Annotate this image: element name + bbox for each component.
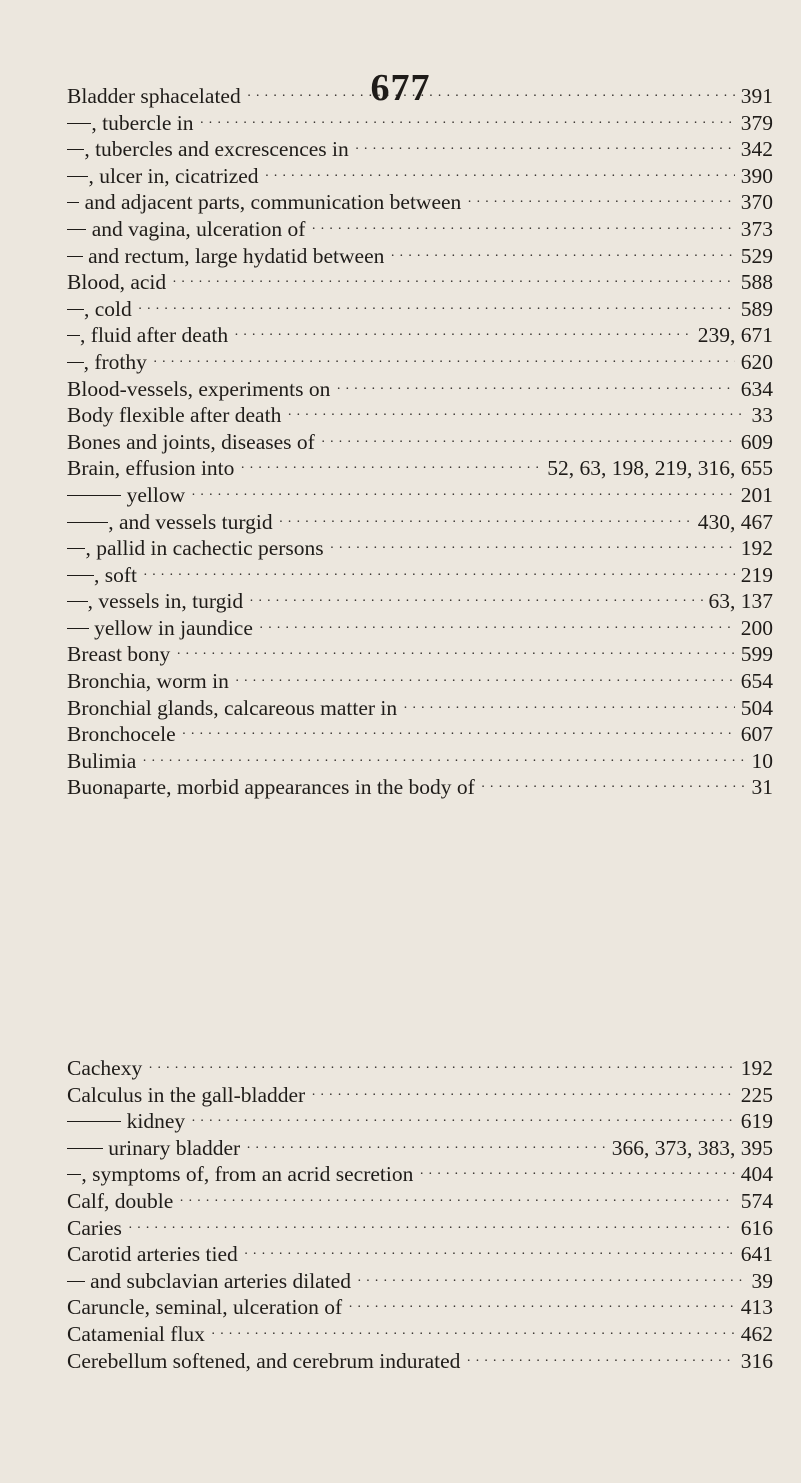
dot-leader (249, 594, 702, 610)
index-entry (67, 456, 773, 483)
entry-label: Bladder sphacelated (67, 84, 241, 108)
index-entry (67, 270, 773, 297)
entry-pages: 529 (740, 243, 773, 268)
entry-label: Buonaparte, morbid appearances in the body of (67, 775, 475, 800)
index-entry (67, 510, 773, 537)
index-entry (67, 1162, 773, 1189)
ditto-dash (67, 1148, 103, 1149)
entry-pages: 404 (740, 1162, 773, 1187)
entry-label: and vagina, ulceration of (86, 216, 306, 241)
entry-pages: 219 (740, 562, 773, 587)
index-entry (67, 589, 773, 616)
ditto-dash (67, 335, 80, 336)
ditto-dash (67, 176, 88, 177)
ditto-dash (67, 149, 84, 150)
entry-pages: 63, 137 (708, 589, 773, 614)
dot-leader (481, 780, 746, 796)
dot-leader (142, 754, 745, 770)
entry-label: Calculus in the gall-bladder (67, 1082, 306, 1107)
index-entry (67, 217, 773, 244)
index-entry (67, 1216, 773, 1243)
entry-label: Calf, double (67, 1188, 174, 1213)
entry-pages: 589 (740, 296, 773, 321)
dot-leader (311, 1088, 735, 1104)
index-entry (67, 1295, 773, 1322)
index-entry (67, 483, 773, 510)
index-entry (67, 775, 773, 802)
entry-pages: 10 (751, 748, 773, 773)
index-entry (67, 244, 773, 271)
dot-leader (287, 408, 745, 424)
dot-leader (235, 674, 735, 690)
entry-label: Caruncle, seminal, ulceration of (67, 1295, 343, 1320)
entry-label: and rectum, large hydatid between (82, 243, 385, 268)
entry-pages: 225 (740, 1082, 773, 1107)
entry-pages: 33 (751, 403, 773, 428)
entry-label: , pallid in cachectic persons (85, 536, 324, 561)
entry-pages: 607 (740, 722, 773, 747)
entry-pages: 192 (740, 1056, 773, 1080)
page-number: 677 (370, 67, 431, 109)
index-entry (67, 616, 773, 643)
entry-pages: 634 (740, 376, 773, 401)
index-entry (67, 722, 773, 749)
entry-label: , fluid after death (80, 323, 229, 348)
entry-label: Carotid arteries tied (67, 1242, 238, 1267)
entry-label: Cerebellum softened, and cerebrum indurated (67, 1348, 461, 1373)
dot-leader (143, 568, 735, 584)
index-entry (67, 749, 773, 776)
entry-pages: 504 (740, 695, 773, 720)
entry-pages: 574 (740, 1188, 773, 1213)
dot-leader (390, 249, 734, 265)
index-entry (67, 1083, 773, 1110)
index-entry (67, 536, 773, 563)
ditto-dash (67, 1174, 81, 1175)
dot-leader (191, 1114, 735, 1130)
index-entry (67, 1322, 773, 1349)
index-entry (67, 642, 773, 669)
index-entry (67, 1269, 773, 1296)
dot-leader (211, 1327, 735, 1343)
entry-pages: 316 (740, 1348, 773, 1373)
entry-pages: 462 (740, 1321, 773, 1346)
entry-label: , frothy (83, 349, 147, 374)
entry-label: Bones and joints, diseases of (67, 429, 315, 454)
index-entry (67, 430, 773, 457)
entry-pages: 391 (740, 84, 773, 108)
dot-leader (357, 1274, 746, 1290)
entry-pages: 599 (740, 642, 773, 667)
entry-pages: 619 (740, 1109, 773, 1134)
dot-leader (403, 701, 735, 717)
index-entry (67, 563, 773, 590)
dot-leader (419, 1167, 734, 1183)
dot-leader (246, 1141, 606, 1157)
entry-pages: 192 (740, 536, 773, 561)
entry-label: Bronchial glands, calcareous matter in (67, 695, 398, 720)
entry-pages: 616 (740, 1215, 773, 1240)
dot-leader (179, 1194, 734, 1210)
dot-leader (279, 515, 692, 531)
index-entry (67, 111, 773, 138)
dot-leader (336, 382, 734, 398)
index-entry (67, 1242, 773, 1269)
dot-leader (348, 1300, 735, 1316)
entry-pages: 31 (751, 775, 773, 800)
entry-label: kidney (121, 1109, 186, 1134)
entry-label: Bronchia, worm in (67, 669, 229, 694)
entry-label: , tubercles and excrescences in (84, 137, 349, 162)
index-entry (67, 84, 773, 111)
entry-label: Cachexy (67, 1056, 143, 1080)
entry-label: Catamenial flux (67, 1321, 205, 1346)
dot-leader (467, 195, 734, 211)
dot-leader (321, 435, 735, 451)
entry-pages: 39 (751, 1268, 773, 1293)
index-entry (67, 669, 773, 696)
dot-leader (244, 1247, 735, 1263)
dot-leader (234, 328, 692, 344)
entry-label: Body flexible after death (67, 403, 282, 428)
entry-pages: 413 (740, 1295, 773, 1320)
index-entry (67, 350, 773, 377)
entry-label: , symptoms of, from an acrid secretion (81, 1162, 414, 1187)
dot-leader (265, 169, 735, 185)
index-entry (67, 1109, 773, 1136)
entry-label: yellow in jaundice (88, 615, 253, 640)
index-entry (67, 1136, 773, 1163)
entry-pages: 609 (740, 429, 773, 454)
entry-pages: 620 (740, 349, 773, 374)
index-section-c (67, 1056, 773, 1375)
entry-pages: 379 (740, 110, 773, 135)
entry-pages: 342 (740, 137, 773, 162)
dot-leader (247, 89, 735, 105)
entry-pages: 430, 467 (697, 509, 773, 534)
dot-leader (355, 142, 735, 158)
ditto-dash (67, 123, 91, 124)
ditto-dash (67, 522, 108, 523)
entry-label: , vessels in, turgid (87, 589, 244, 614)
dot-leader (153, 355, 735, 371)
index-entry (67, 323, 773, 350)
ditto-dash (67, 1121, 121, 1122)
index-entry (67, 297, 773, 324)
entry-label: Brain, effusion into (67, 456, 235, 481)
entry-label: Bulimia (67, 748, 137, 773)
dot-leader (191, 488, 735, 504)
entry-label: , ulcer in, cicatrized (88, 163, 259, 188)
dot-leader (128, 1221, 735, 1237)
index-entry (67, 696, 773, 723)
entry-pages: 654 (740, 669, 773, 694)
entry-label: yellow (121, 482, 186, 507)
entry-label: Caries (67, 1215, 122, 1240)
entry-label: Blood, acid (67, 270, 167, 295)
index-entry (67, 403, 773, 430)
entry-pages: 588 (740, 270, 773, 295)
dot-leader (200, 116, 735, 132)
dot-leader (466, 1354, 734, 1370)
entry-label: , soft (93, 562, 137, 587)
entry-pages: 200 (740, 615, 773, 640)
entry-label: , cold (84, 296, 132, 321)
entry-pages: 390 (740, 163, 773, 188)
entry-pages: 641 (740, 1242, 773, 1267)
entry-label: Breast bony (67, 642, 171, 667)
entry-pages: 370 (740, 190, 773, 215)
index-entry (67, 137, 773, 164)
dot-leader (240, 461, 541, 477)
dot-leader (176, 647, 734, 663)
ditto-dash (67, 1281, 85, 1282)
dot-leader (259, 621, 735, 637)
ditto-dash (67, 202, 79, 203)
index-entry (67, 377, 773, 404)
entry-label: , tubercle in (91, 110, 194, 135)
dot-leader (148, 1061, 735, 1077)
ditto-dash (67, 628, 89, 629)
dot-leader (172, 275, 735, 291)
entry-label: and adjacent parts, communication between (79, 190, 462, 215)
index-entry (67, 1349, 773, 1376)
index-entry (67, 1189, 773, 1216)
ditto-dash (67, 256, 83, 257)
entry-label: Bronchocele (67, 722, 176, 747)
ditto-dash (67, 575, 94, 576)
ditto-dash (67, 362, 84, 363)
entry-label: , and vessels turgid (108, 509, 273, 534)
dot-leader (138, 302, 735, 318)
ditto-dash (67, 548, 85, 549)
index-entry (67, 164, 773, 191)
ditto-dash (67, 309, 84, 310)
entry-label: urinary bladder (102, 1135, 241, 1160)
dot-leader (182, 727, 735, 743)
entry-pages: 239, 671 (697, 323, 773, 348)
entry-pages: 366, 373, 383, 395 (611, 1135, 773, 1160)
entry-label: Blood-vessels, experiments on (67, 376, 331, 401)
ditto-dash (67, 229, 86, 230)
entry-pages: 373 (740, 216, 773, 241)
entry-pages: 52, 63, 198, 219, 316, 655 (547, 456, 773, 481)
index-entry (67, 190, 773, 217)
dot-leader (311, 222, 734, 238)
ditto-dash (67, 601, 88, 602)
dot-leader (330, 541, 735, 557)
index-section-b (67, 84, 773, 802)
entry-pages: 201 (740, 482, 773, 507)
index-entry (67, 1056, 773, 1083)
entry-label: and subclavian arteries dilated (84, 1268, 351, 1293)
ditto-dash (67, 495, 121, 496)
